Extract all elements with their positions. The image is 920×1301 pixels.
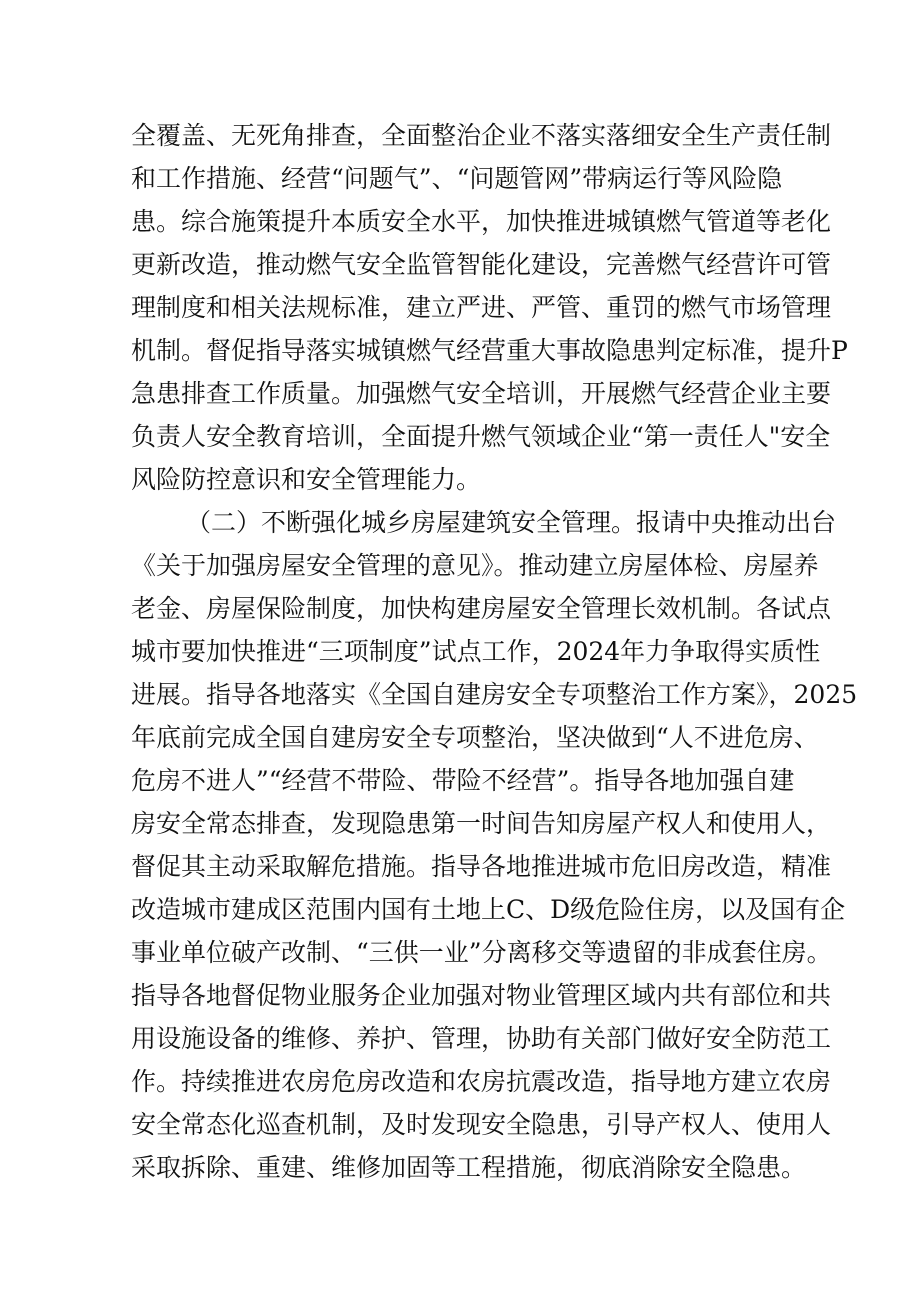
text-line: 理制度和相关法规标准，建立严进、严管、重罚的燃气市场管理 [131, 293, 832, 322]
text-line: 采取拆除、重建、维修加固等工程措施，彻底消除安全隐患。 [131, 1153, 807, 1182]
text-line: 督促其主动采取解危措施。指导各地推进城市危旧房改造，精准 [131, 852, 832, 881]
text-line: 事业单位破产改制、“三供一业”分离移交等遗留的非成套住房。 [131, 938, 832, 967]
text-line: 老金、房屋保险制度，加快构建房屋安全管理长效机制。各试点 [131, 594, 832, 623]
text-line: 负责人安全教育培训，全面提升燃气领域企业“第一责任人"安全 [131, 422, 831, 451]
text-line: 用设施设备的维修、养护、管理，协助有关部门做好安全防范工 [131, 1024, 832, 1053]
text-line: 急患排查工作质量。加强燃气安全培训，开展燃气经营企业主要 [131, 379, 832, 408]
text-line: 患。综合施策提升本质安全水平，加快推进城镇燃气管道等老化 [131, 207, 832, 236]
section-heading-line: （二）不断强化城乡房屋建筑安全管理。报请中央推动出台 [186, 508, 837, 537]
text-line: 和工作措施、经营“问题气”、“问题管网”带病运行等风险隐 [131, 164, 783, 193]
text-line: 安全常态化巡查机制，及时发现安全隐患，引导产权人、使用人 [131, 1110, 832, 1139]
text-line: 进展。指导各地落实《全国自建房安全专项整治工作方案》，2025 [131, 680, 858, 709]
text-line: 年底前完成全国自建房安全专项整治，坚决做到“人不进危房、 [131, 723, 819, 752]
text-line: 作。持续推进农房危房改造和农房抗震改造，指导地方建立农房 [131, 1067, 832, 1096]
text-line: 机制。督促指导落实城镇燃气经营重大事故隐患判定标准，提升P [131, 336, 848, 365]
text-line: 全覆盖、无死角排查，全面整治企业不落实落细安全生产责任制 [131, 121, 832, 150]
text-line: 《关于加强房屋安全管理的意见》。推动建立房屋体检、房屋养 [131, 551, 819, 580]
text-line: 房安全常态排查，发现隐患第一时间告知房屋产权人和使用人， [131, 809, 832, 838]
text-line: 危房不进人”“经营不带险、带险不经营”。指导各地加强自建 [131, 766, 795, 795]
text-line: 改造城市建成区范围内国有土地上C、D级危险住房，以及国有企 [131, 895, 846, 924]
text-line: 指导各地督促物业服务企业加强对物业管理区域内共有部位和共 [131, 981, 832, 1010]
text-line: 城市要加快推进“三项制度”试点工作，2024年力争取得实质性 [131, 637, 821, 666]
text-line: 更新改造，推动燃气安全监管智能化建设，完善燃气经营许可管 [131, 250, 832, 279]
text-line: 风险防控意识和安全管理能力。 [131, 465, 482, 494]
